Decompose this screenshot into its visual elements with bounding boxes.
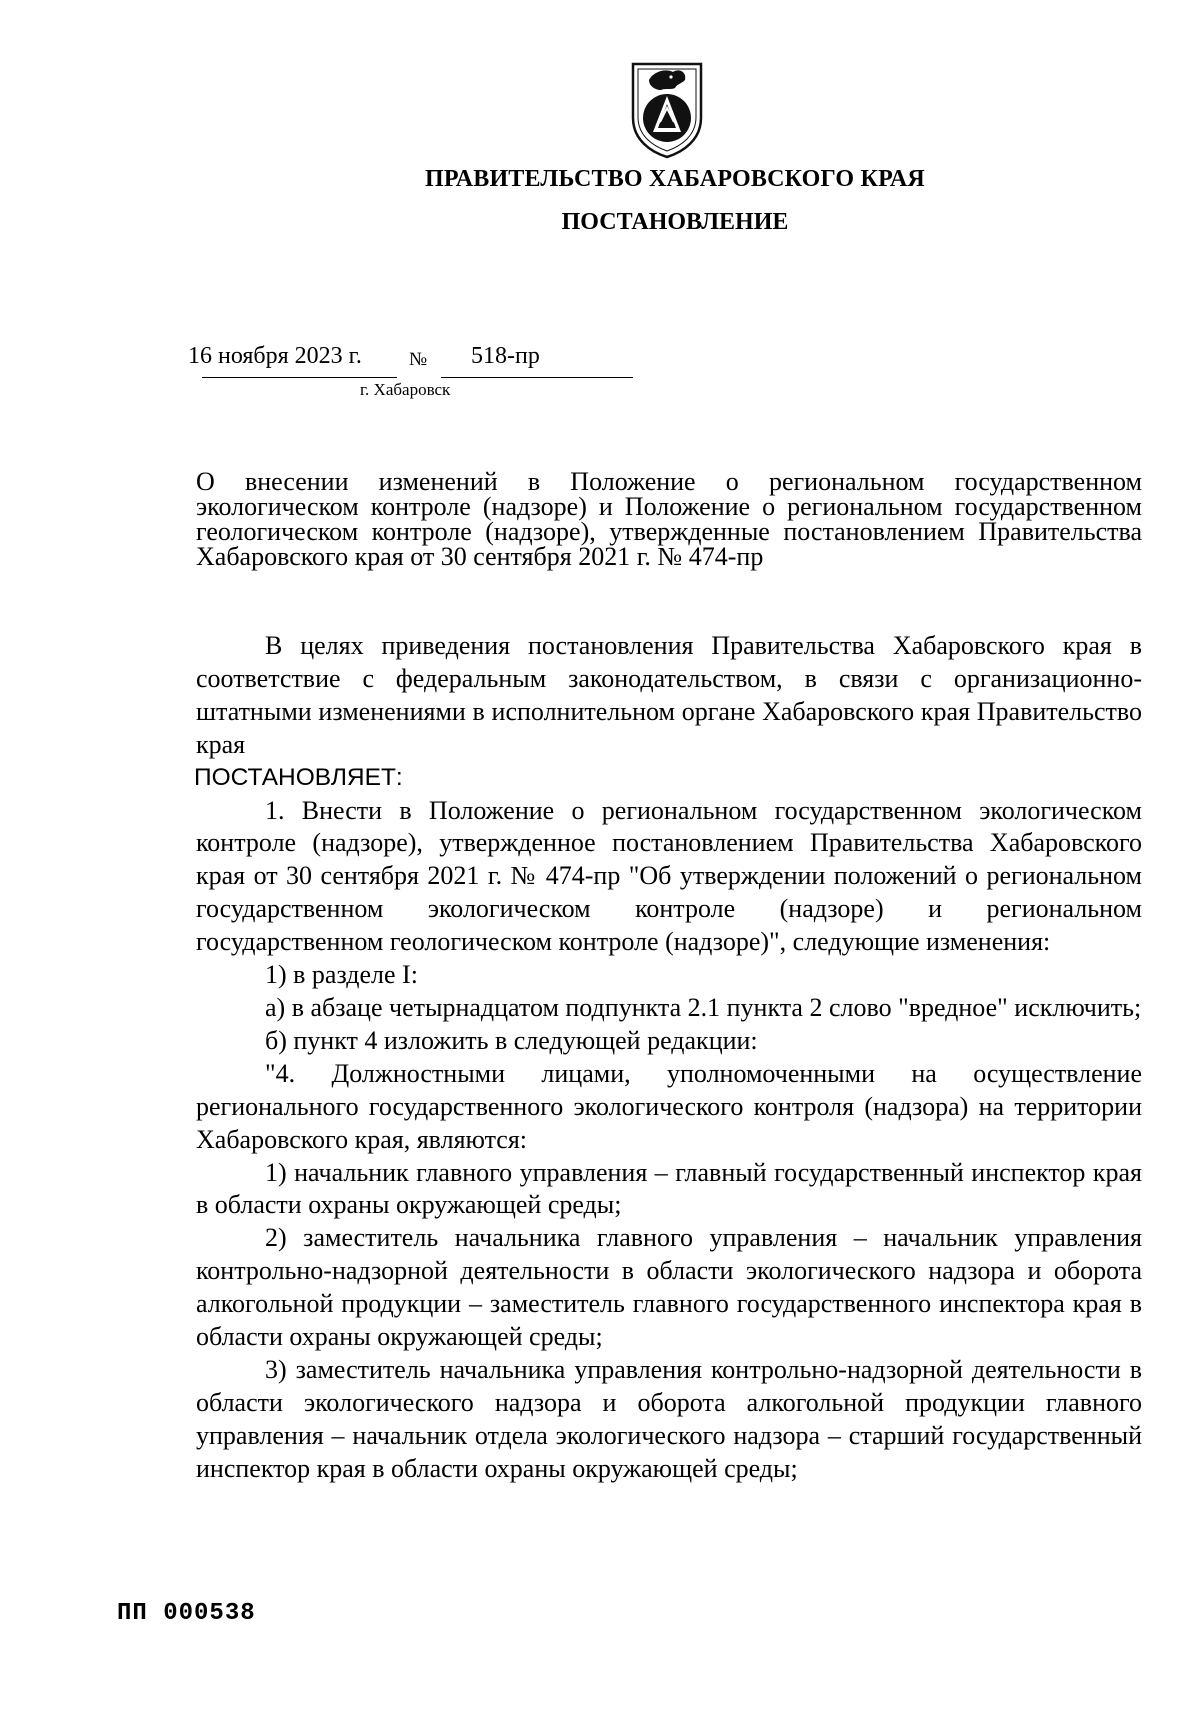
coat-of-arms-icon [627,60,707,160]
subitem-a-paragraph: а) в абзаце четырнадцатом подпункта 2.1 пункта 2 слово "вредное" исключить; [265,992,1142,1022]
date-underline [202,377,397,378]
list-item-2: 2) заместитель начальника главного управления – начальник управления контрольно-надзорной деятельности в области экологического надзора и оборота алкогольной продукции – заместитель главного государственного инспектора края в области охраны окружающей среды; [196,1223,1142,1352]
quoted-item-4-paragraph: "4. Должностными лицами, уполномоченными на осуществление регионального государственного экологического контроля (надзора) на территории Хабаровского края, являются: [196,1058,1142,1154]
resolves-heading: ПОСТАНОВЛЯЕТ: [194,763,403,791]
preamble-paragraph: В целях приведения постановления Правительства Хабаровского края в соответствие с федеральным законодательством, в связи с организационно-штатными изменениями в исполнительном органе Хабаровского края Правительство края [196,631,1142,759]
number-underline [441,377,633,378]
document-number: 518-пр [471,343,540,369]
organization-title: ПРАВИТЕЛЬСТВО ХАБАРОВСКОГО КРАЯ [425,166,925,192]
number-sign: № [409,349,428,370]
subitem-b-paragraph: б) пункт 4 изложить в следующей редакции: [265,1025,758,1055]
list-item-1: 1) начальник главного управления – главный государственный инспектор края в области охраны окружающей среды; [196,1157,1142,1220]
document-city: г. Хабаровск [360,380,451,399]
document-date: 16 ноября 2023 г. [188,343,362,369]
document-body [196,630,1142,1486]
document-subject: О внесении изменений в Положение о региональном государственном экологическом контроле (надзоре) и Положение о региональном государственном геологическом контроле (надзоре), утвержденные постановлением Правительства Хабаровского края от 30 сентября 2021 г. № 474-пр [196,467,1142,571]
item-1-paragraph: 1. Внести в Положение о региональном государственном экологическом контроле (надзоре), утвержденное постановлением Правительства Хабаровского края от 30 сентября 2021 г. № 474-пр "Об утверждении положений о региональном государственном экологическом контроле (надзоре) и региональном государственном геологическом контроле (надзоре)", следующие изменения: [196,795,1142,957]
document-type: ПОСТАНОВЛЕНИЕ [561,209,789,235]
subitem-1-paragraph: 1) в разделе I: [265,960,418,990]
form-code: ПП 000538 [117,1600,256,1627]
list-item-3: 3) заместитель начальника управления контрольно-надзорной деятельности в области экологического надзора и оборота алкогольной продукции главного управления – начальник отдела экологического надзора – старший государственный инспектор края в области охраны окружающей среды; [196,1354,1142,1483]
